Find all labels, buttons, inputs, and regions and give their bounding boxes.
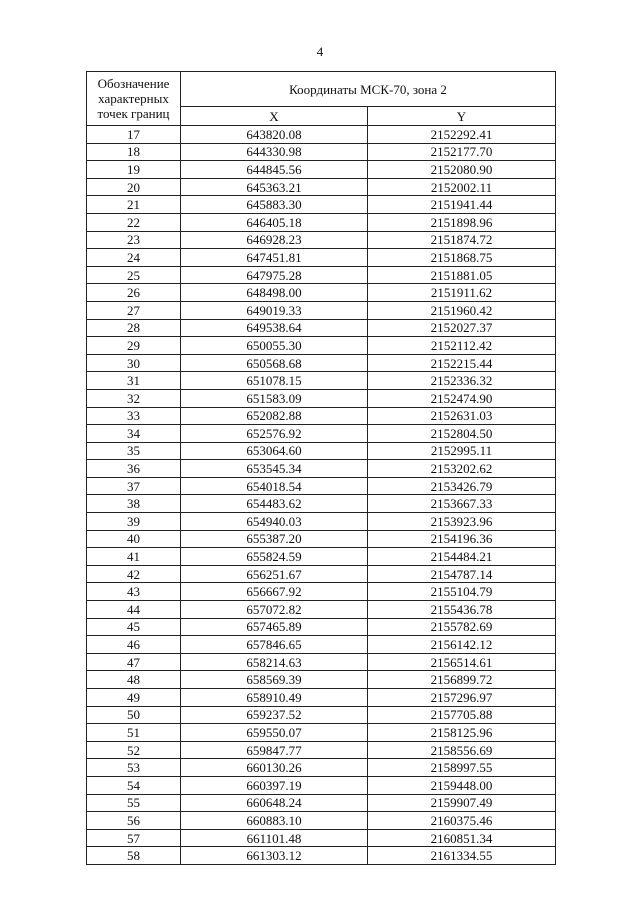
table-row (87, 583, 556, 601)
y-coordinate-cell: 2154787.14 (368, 565, 556, 583)
point-number-cell: 39 (87, 513, 181, 531)
x-column-header: X (181, 107, 368, 126)
y-coordinate-cell: 2161334.55 (368, 847, 556, 865)
point-number-cell: 21 (87, 196, 181, 214)
table-row (87, 495, 556, 513)
table-row (87, 829, 556, 847)
table-row (87, 337, 556, 355)
page-number: 4 (316, 44, 324, 59)
point-number-cell: 41 (87, 548, 181, 566)
point-number-cell: 56 (87, 812, 181, 830)
x-coordinate-cell: 657465.89 (181, 618, 368, 636)
y-coordinate-cell: 2151868.75 (368, 249, 556, 267)
point-number-cell: 25 (87, 266, 181, 284)
y-coordinate-cell: 2159448.00 (368, 776, 556, 794)
x-coordinate-cell: 660397.19 (181, 776, 368, 794)
table-row (87, 565, 556, 583)
point-number-cell: 52 (87, 741, 181, 759)
y-coordinate-cell: 2156899.72 (368, 671, 556, 689)
x-coordinate-cell: 660883.10 (181, 812, 368, 830)
table-row (87, 460, 556, 478)
x-coordinate-cell: 654940.03 (181, 513, 368, 531)
table-row (87, 847, 556, 865)
table-row (87, 389, 556, 407)
x-coordinate-cell: 656251.67 (181, 565, 368, 583)
table-row (87, 741, 556, 759)
x-coordinate-cell: 659847.77 (181, 741, 368, 759)
table-row (87, 530, 556, 548)
y-coordinate-cell: 2158997.55 (368, 759, 556, 777)
y-coordinate-cell: 2157296.97 (368, 689, 556, 707)
y-coordinate-cell: 2155104.79 (368, 583, 556, 601)
point-number-cell: 46 (87, 636, 181, 654)
x-coordinate-cell: 647451.81 (181, 249, 368, 267)
x-coordinate-cell: 646405.18 (181, 213, 368, 231)
y-coordinate-cell: 2154484.21 (368, 548, 556, 566)
x-coordinate-cell: 658214.63 (181, 653, 368, 671)
point-number-cell: 18 (87, 143, 181, 161)
x-coordinate-cell: 655387.20 (181, 530, 368, 548)
table-row (87, 601, 556, 619)
y-coordinate-cell: 2152292.41 (368, 126, 556, 144)
point-number-cell: 45 (87, 618, 181, 636)
table-row (87, 143, 556, 161)
point-number-cell: 51 (87, 724, 181, 742)
table-row (87, 266, 556, 284)
y-coordinate-cell: 2152002.11 (368, 178, 556, 196)
y-coordinate-cell: 2151874.72 (368, 231, 556, 249)
point-number-cell: 55 (87, 794, 181, 812)
x-coordinate-cell: 650568.68 (181, 354, 368, 372)
y-coordinate-cell: 2154196.36 (368, 530, 556, 548)
y-coordinate-cell: 2151898.96 (368, 213, 556, 231)
x-coordinate-cell: 655824.59 (181, 548, 368, 566)
x-coordinate-cell: 651583.09 (181, 389, 368, 407)
y-coordinate-cell: 2151911.62 (368, 284, 556, 302)
y-coordinate-cell: 2153426.79 (368, 477, 556, 495)
table-row (87, 724, 556, 742)
point-number-cell: 34 (87, 425, 181, 443)
y-coordinate-cell: 2158125.96 (368, 724, 556, 742)
table-row (87, 126, 556, 144)
table-row (87, 477, 556, 495)
table-row (87, 407, 556, 425)
table-row (87, 231, 556, 249)
table-row (87, 636, 556, 654)
y-coordinate-cell: 2158556.69 (368, 741, 556, 759)
y-coordinate-cell: 2160851.34 (368, 829, 556, 847)
point-number-cell: 42 (87, 565, 181, 583)
y-column-header: Y (368, 107, 556, 126)
x-coordinate-cell: 652082.88 (181, 407, 368, 425)
y-coordinate-cell: 2155436.78 (368, 601, 556, 619)
x-coordinate-cell: 649019.33 (181, 301, 368, 319)
x-coordinate-cell: 659550.07 (181, 724, 368, 742)
point-number-cell: 44 (87, 601, 181, 619)
y-coordinate-cell: 2151941.44 (368, 196, 556, 214)
x-coordinate-cell: 654483.62 (181, 495, 368, 513)
x-coordinate-cell: 657846.65 (181, 636, 368, 654)
y-coordinate-cell: 2152804.50 (368, 425, 556, 443)
point-number-cell: 38 (87, 495, 181, 513)
x-coordinate-cell: 661303.12 (181, 847, 368, 865)
coordinates-table (86, 71, 556, 865)
table-row (87, 372, 556, 390)
table-row (87, 706, 556, 724)
x-coordinate-cell: 644330.98 (181, 143, 368, 161)
table-row (87, 812, 556, 830)
point-number-cell: 32 (87, 389, 181, 407)
table-row (87, 689, 556, 707)
table-row (87, 161, 556, 179)
table-row (87, 249, 556, 267)
table-row (87, 213, 556, 231)
point-number-cell: 20 (87, 178, 181, 196)
y-coordinate-cell: 2159907.49 (368, 794, 556, 812)
point-number-cell: 47 (87, 653, 181, 671)
x-coordinate-cell: 645883.30 (181, 196, 368, 214)
x-coordinate-cell: 656667.92 (181, 583, 368, 601)
table-row (87, 178, 556, 196)
table-row (87, 618, 556, 636)
y-coordinate-cell: 2152474.90 (368, 389, 556, 407)
y-coordinate-cell: 2153202.62 (368, 460, 556, 478)
x-coordinate-cell: 647975.28 (181, 266, 368, 284)
point-number-cell: 24 (87, 249, 181, 267)
table-body (87, 126, 556, 865)
x-coordinate-cell: 646928.23 (181, 231, 368, 249)
table-row (87, 284, 556, 302)
point-number-cell: 36 (87, 460, 181, 478)
table-row (87, 354, 556, 372)
y-coordinate-cell: 2152215.44 (368, 354, 556, 372)
y-coordinate-cell: 2152177.70 (368, 143, 556, 161)
point-number-cell: 48 (87, 671, 181, 689)
x-coordinate-cell: 660130.26 (181, 759, 368, 777)
x-coordinate-cell: 654018.54 (181, 477, 368, 495)
point-number-cell: 53 (87, 759, 181, 777)
y-coordinate-cell: 2152027.37 (368, 319, 556, 337)
point-number-cell: 54 (87, 776, 181, 794)
point-number-cell: 30 (87, 354, 181, 372)
point-number-cell: 27 (87, 301, 181, 319)
point-number-cell: 40 (87, 530, 181, 548)
point-number-cell: 22 (87, 213, 181, 231)
y-coordinate-cell: 2155782.69 (368, 618, 556, 636)
coordinate-system-header: Координаты МСК-70, зона 2 (181, 72, 556, 107)
y-coordinate-cell: 2156514.61 (368, 653, 556, 671)
table-row (87, 442, 556, 460)
point-number-cell: 57 (87, 829, 181, 847)
x-coordinate-cell: 658569.39 (181, 671, 368, 689)
y-coordinate-cell: 2152631.03 (368, 407, 556, 425)
x-coordinate-cell: 645363.21 (181, 178, 368, 196)
point-designation-header: Обозначение характерных точек границ (87, 72, 181, 126)
table-row (87, 301, 556, 319)
point-number-cell: 28 (87, 319, 181, 337)
y-coordinate-cell: 2151881.05 (368, 266, 556, 284)
point-number-cell: 43 (87, 583, 181, 601)
point-number-cell: 35 (87, 442, 181, 460)
x-coordinate-cell: 644845.56 (181, 161, 368, 179)
point-number-cell: 29 (87, 337, 181, 355)
y-coordinate-cell: 2152995.11 (368, 442, 556, 460)
x-coordinate-cell: 650055.30 (181, 337, 368, 355)
table-row (87, 548, 556, 566)
point-number-cell: 19 (87, 161, 181, 179)
point-number-cell: 33 (87, 407, 181, 425)
y-coordinate-cell: 2153923.96 (368, 513, 556, 531)
point-number-cell: 26 (87, 284, 181, 302)
x-coordinate-cell: 657072.82 (181, 601, 368, 619)
x-coordinate-cell: 643820.08 (181, 126, 368, 144)
table-row (87, 653, 556, 671)
x-coordinate-cell: 652576.92 (181, 425, 368, 443)
table-row (87, 513, 556, 531)
table-row (87, 794, 556, 812)
y-coordinate-cell: 2151960.42 (368, 301, 556, 319)
point-number-cell: 58 (87, 847, 181, 865)
table-row (87, 776, 556, 794)
y-coordinate-cell: 2152080.90 (368, 161, 556, 179)
table-row (87, 196, 556, 214)
table-row (87, 671, 556, 689)
x-coordinate-cell: 661101.48 (181, 829, 368, 847)
x-coordinate-cell: 649538.64 (181, 319, 368, 337)
y-coordinate-cell: 2156142.12 (368, 636, 556, 654)
x-coordinate-cell: 653545.34 (181, 460, 368, 478)
x-coordinate-cell: 658910.49 (181, 689, 368, 707)
table-row (87, 319, 556, 337)
x-coordinate-cell: 659237.52 (181, 706, 368, 724)
y-coordinate-cell: 2152336.32 (368, 372, 556, 390)
point-number-cell: 17 (87, 126, 181, 144)
point-number-cell: 23 (87, 231, 181, 249)
point-number-cell: 31 (87, 372, 181, 390)
y-coordinate-cell: 2153667.33 (368, 495, 556, 513)
point-number-cell: 50 (87, 706, 181, 724)
y-coordinate-cell: 2160375.46 (368, 812, 556, 830)
point-number-cell: 49 (87, 689, 181, 707)
y-coordinate-cell: 2152112.42 (368, 337, 556, 355)
table-row (87, 425, 556, 443)
x-coordinate-cell: 653064.60 (181, 442, 368, 460)
x-coordinate-cell: 651078.15 (181, 372, 368, 390)
point-number-cell: 37 (87, 477, 181, 495)
table-row (87, 759, 556, 777)
y-coordinate-cell: 2157705.88 (368, 706, 556, 724)
x-coordinate-cell: 648498.00 (181, 284, 368, 302)
x-coordinate-cell: 660648.24 (181, 794, 368, 812)
